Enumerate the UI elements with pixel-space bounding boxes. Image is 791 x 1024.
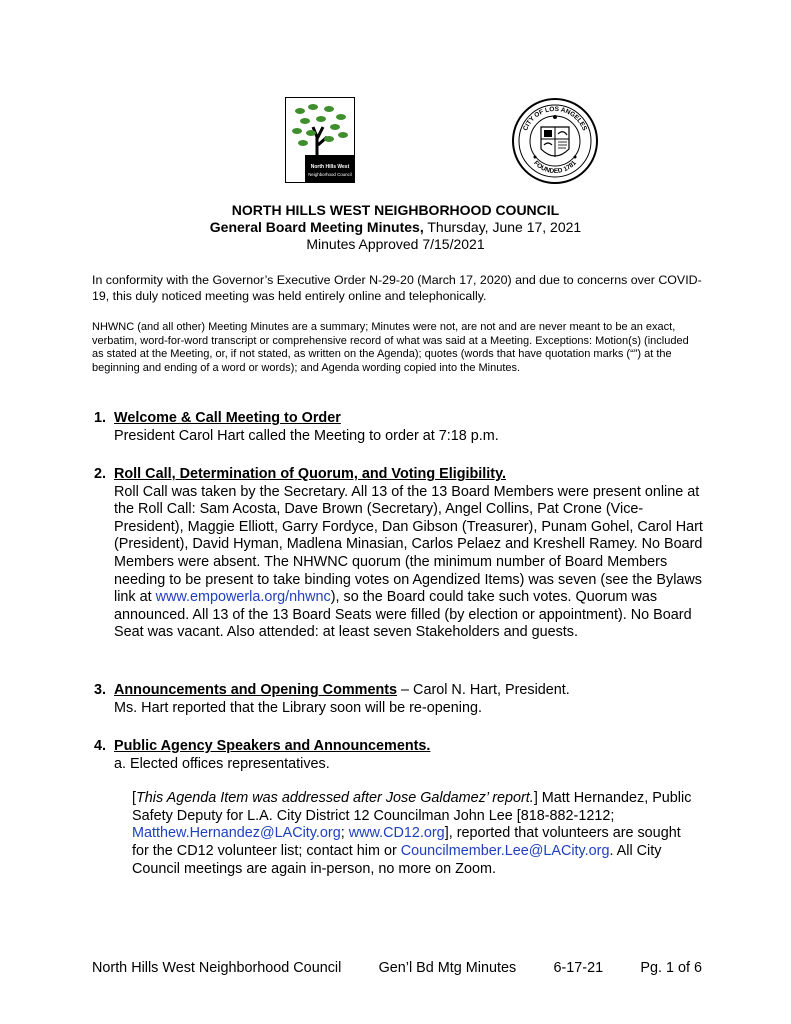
- report-text-end: . All City Council meetings are again in-person, no more on Zoom.: [132, 842, 662, 877]
- meeting-date: Thursday, June 17, 2021: [423, 219, 582, 235]
- report-text: ] Matt Hernandez, Public Safety Deputy for L.A. City District 12 Councilman John Lee [818-882-1212;: [132, 790, 692, 824]
- seal-top-text: CITY OF LOS ANGELES: [522, 105, 588, 132]
- email-link-councilmember[interactable]: Councilmember.Lee@LACity.org: [400, 842, 610, 859]
- nhwnc-logo-line2: Neighborhood Council: [308, 172, 352, 177]
- footer-org: North Hills West Neighborhood Council: [92, 960, 342, 976]
- nhwnc-logo: [285, 97, 355, 183]
- intro-paragraph: In conformity with the Governor’s Executive Order N-29-20 (March 17, 2020) and due to concerns over COVID-19, this duly noticed meeting was held entirely online and telephonically.: [92, 273, 702, 303]
- section-title: Welcome & Call Meeting to Order: [114, 410, 341, 426]
- roll-call-text: Roll Call was taken by the Secretary. All 13 of the 13 Board Members were present online at the Roll Call: Sam Acosta, Dave Brown (Secretary), Angel Collins, Pat Crone (Vice-President), Maggie Elliott, Garry Fordyce, Dan Gibson (Treasurer), Punam Gohel, Carol Hart (President), David Hyman, Madlena Minasian, Carlos Pelaez and Kreshell Ramey. No Board Members were absent. The NHWNC quorum (the minimum number of Board Members needing to be present to take binding votes on Agendized Items) was seven (see the Bylaws link at: [114, 483, 703, 606]
- section-announcements: [94, 682, 709, 717]
- city-seal: [511, 97, 599, 185]
- email-link-hernandez[interactable]: Matthew.Hernandez@LACity.org: [132, 825, 341, 842]
- footer-date: 6-17-21: [553, 960, 604, 976]
- footer-page: Pg. 1 of 6: [640, 960, 702, 976]
- section-number: 3.: [94, 682, 107, 698]
- document-title-block: [0, 202, 791, 253]
- approval-line: Minutes Approved 7/15/2021: [306, 236, 485, 252]
- section-title: Announcements and Opening Comments: [114, 682, 398, 698]
- section-number: 1.: [94, 410, 107, 426]
- bracket-open: [: [132, 790, 136, 807]
- section-title-suffix: – Carol N. Hart, President.: [397, 682, 570, 698]
- section-public-agency: [94, 738, 709, 878]
- section-title: Public Agency Speakers and Announcements.: [114, 738, 431, 754]
- section-roll-call: [94, 466, 709, 642]
- footer-doc: Gen’l Bd Mtg Minutes: [378, 960, 517, 976]
- section-title: Roll Call, Determination of Quorum, and Voting Eligibility.: [114, 466, 507, 482]
- section-number: 2.: [94, 466, 107, 482]
- section-body: [114, 484, 709, 642]
- section-number: 4.: [94, 738, 107, 754]
- agenda-note: This Agenda Item was addressed after Jose Galdamez’ report.: [136, 790, 534, 807]
- report-text-middle: ], reported that volunteers are sought for the CD12 volunteer list; contact him or: [132, 825, 681, 859]
- cd12-report: [132, 790, 694, 878]
- separator: ;: [340, 825, 349, 842]
- org-title: NORTH HILLS WEST NEIGHBORHOOD COUNCIL: [231, 202, 560, 218]
- meeting-type: General Board Meeting Minutes,: [209, 219, 424, 235]
- page-footer: [92, 960, 702, 976]
- cd12-web-link[interactable]: www.CD12.org: [348, 825, 445, 842]
- section-body: President Carol Hart called the Meeting to order at 7:18 p.m.: [114, 427, 499, 444]
- disclaimer-paragraph: NHWNC (and all other) Meeting Minutes are a summary; Minutes were not, are not and are never meant to be an exact, verbatim, word-for-word transcript or comprehensive record of what was said at a Meeting. Exceptions: Motion(s) (included as stated at the Meeting, or, if not stated, as written on the Agenda); quotes (words that have quotation marks (“”) at the beginning and ending of a word or words); and Agenda wording copied into the Minutes.: [92, 321, 689, 375]
- section-body: Ms. Hart reported that the Library soon will be re-opening.: [114, 699, 482, 716]
- roll-call-text-end: ), so the Board could take such votes. Quorum was announced. All 13 of the 13 Board Seats were filled (by election or appointment). No Board Seat was vacant. Also attended: at least seven Stakeholders and guests.: [114, 589, 692, 641]
- meeting-line: [0, 219, 791, 236]
- nhwnc-logo-line1: North Hills West: [310, 164, 350, 170]
- empowerla-link[interactable]: www.empowerla.org/nhwnc: [155, 589, 331, 606]
- seal-bottom-text: FOUNDED 1781: [532, 159, 578, 176]
- section-welcome: [94, 410, 709, 445]
- section-subheading: a. Elected offices representatives.: [114, 755, 330, 772]
